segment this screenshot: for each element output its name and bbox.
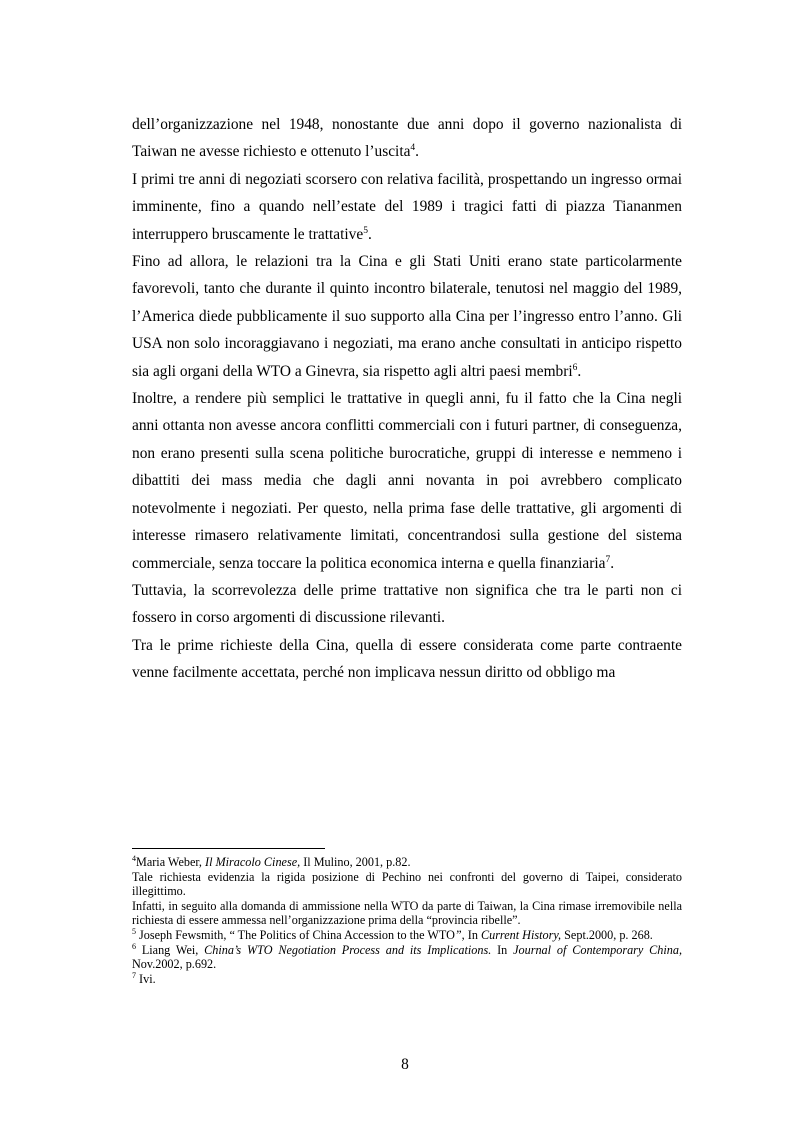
paragraph-3-end: . [577, 362, 582, 380]
footnote-ref-7: 7 [605, 554, 611, 565]
paragraph-4-end: . [610, 554, 615, 572]
footnote-4-title: Il Miracolo Cinese, [205, 855, 301, 869]
paragraph-1 [132, 111, 682, 166]
footnote-6 [132, 943, 682, 972]
footnote-4-author: Maria Weber, [136, 855, 206, 869]
paragraph-5: Tuttavia, la scorrevolezza delle prime trattative non significa che tra le parti non ci fossero in corso argomenti di discussione rilevanti. [132, 581, 682, 627]
paragraph-4 [132, 385, 682, 577]
footnote-6-rest: Nov.2002, p.692. [132, 957, 217, 972]
footnote-6-author: Liang Wei, [136, 942, 205, 957]
footnote-4-number: 4 [132, 853, 136, 863]
paragraph-2 [132, 166, 682, 248]
footnote-6-mid: In [491, 942, 514, 957]
paragraph-2-end: . [367, 225, 372, 243]
paragraph-2-text: I primi tre anni di negoziati scorsero con relativa facilità, prospettando un ingresso ormai imminente, fino a quando nell’estate del 1989 i tragici fatti di piazza Tiananmen interruppero bruscamente le trattative [132, 170, 682, 243]
footnote-ref-4: 4 [410, 143, 416, 154]
paragraph-4-text: Inoltre, a rendere più semplici le trattative in quegli anni, fu il fatto che la Cina negli anni ottanta non avesse ancora conflitti commerciali con i futuri partner, di conseguenza, non erano presenti sulla scena politiche burocratiche, gruppi di interesse e nemmeno i dibattiti dei mass media che dagli anni novanta in poi avrebbero complicato notevolmente i negoziati. Per questo, nella prima fase delle trattative, gli argomenti di interesse rimasero relativamente limitati, concentrandosi sulla gestione del sistema commerciale, senza toccare la politica economica interna e quella finanziaria [132, 390, 682, 572]
footnote-5-mid: In [464, 927, 481, 942]
footnote-5 [132, 928, 682, 943]
footnote-4-note-b: Infatti, in seguito alla domanda di ammissione nella WTO da parte di Taiwan, la Cina rimase irremovibile nella richiesta di essere ammessa nell’organizzazione prima della “provincia ribelle”. [132, 898, 682, 928]
paragraph-3 [132, 248, 682, 385]
footnote-5-text: Joseph Fewsmith, “ The Politics of China Accession to the WTO [136, 927, 455, 942]
footnote-7 [132, 972, 682, 987]
footnote-6-source: Journal of Contemporary China, [513, 942, 683, 957]
footnote-6-title: China’s WTO Negotiation Process and its Implications. [204, 942, 492, 957]
paragraph-3-text: Fino ad allora, le relazioni tra la Cina e gli Stati Uniti erano state particolarmente favorevoli, tanto che durante il quinto incontro bilaterale, tenutosi nel maggio del 1989, l’America diede pubblicamente il suo supporto alla Cina per l’ingresso entro l’anno. Gli USA non solo incoraggiavano i negoziati, ma erano anche consultati in anticipo rispetto sia agli organi della WTO a Ginevra, sia rispetto agli altri paesi membri [132, 253, 682, 380]
paragraph-6: Tra le prime richieste della Cina, quella di essere considerata come parte contraente venne facilmente accettata, perché non implicava nessun diritto od obbligo ma [132, 636, 682, 682]
footnote-7-number: 7 [132, 970, 136, 980]
footnotes [132, 855, 682, 986]
footnote-ref-6: 6 [572, 362, 578, 373]
page-number: 8 [401, 1056, 409, 1073]
footnote-6-number: 6 [132, 941, 136, 951]
footnote-7-text: Ivi. [136, 971, 156, 986]
footnote-4-rest: Il Mulino, 2001, p.82. [300, 855, 411, 869]
paragraph-1-text: dell’organizzazione nel 1948, nonostante due anni dopo il governo nazionalista di Taiwan ne avesse richiesto e ottenuto l’uscita [132, 116, 682, 161]
footnote-4 [132, 855, 682, 870]
body-text [132, 111, 682, 687]
footnote-separator [132, 848, 325, 849]
footnote-5-number: 5 [132, 926, 136, 936]
footnote-4-note-a: Tale richiesta evidenzia la rigida posizione di Pechino nei confronti del governo di Taipei, considerato illegittimo. [132, 869, 682, 899]
footnote-5-source: Current History, [480, 927, 562, 942]
footnote-ref-5: 5 [363, 225, 368, 236]
footnote-5-rest: Sept.2000, p. 268. [561, 927, 653, 942]
footnote-5-quote-end: ”, [454, 927, 465, 942]
paragraph-1-end: . [415, 143, 420, 161]
